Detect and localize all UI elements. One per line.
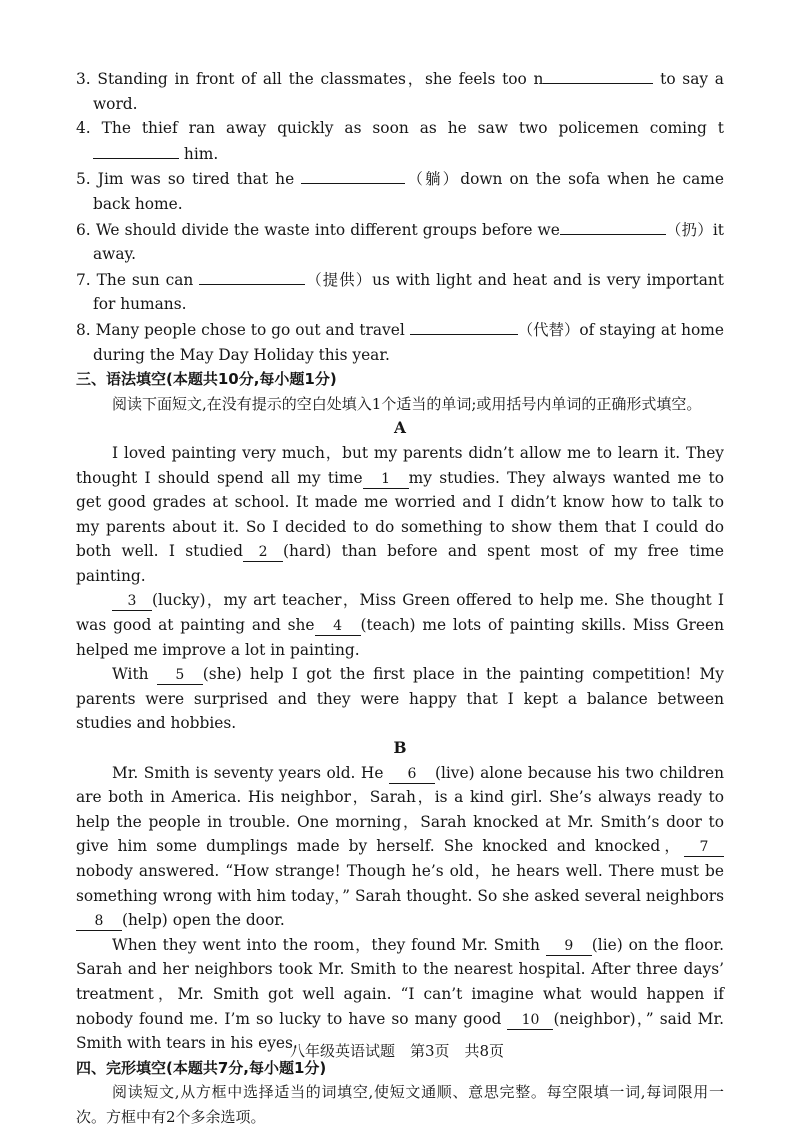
passage-b-heading: B [393,739,407,758]
question-6: 6. We should divide the waste into different groups before we （扔）it away. [76,217,724,267]
question-5: 5. Jim was so tired that he （躺）down on the sofa when he came back home. [76,166,724,216]
blank-8[interactable]: 8 [76,913,122,931]
answer-blank[interactable] [543,66,653,84]
blank-2[interactable]: 2 [243,544,283,562]
passage-a-paragraph-3: With 5 (she) help I got the first place in the painting competition! My parents were surprised and they were happy that I kept a balance between studies and hobbies. [76,665,724,733]
section-4-title: 四、完形填空(本题共7分,每小题1分) [76,1058,327,1077]
answer-blank[interactable] [560,217,666,235]
section-4-instructions: 阅读短文,从方框中选择适当的词填空,使短文通顺、意思完整。每空限填一词,每词限用一次。方框中有2个多余选项。 [76,1083,724,1126]
passage-b-paragraph-1: Mr. Smith is seventy years old. He 6 (live) alone because his two children are both in America. His neighbor，Sarah，is a kind girl. She’s always ready to help the people in trouble. One morning，Sarah knocked at Mr. Smith’s door to give him some dumplings made by herself. She knocked and knocked， 7nobody answered. “How strange! Though he’s old，he hears well. There must be something wrong with him today，” Sarah thought. So she asked several neighbors 8 (help) open the door. [76,763,724,930]
section-3-instructions: 阅读下面短文,在没有提示的空白处填入1个适当的单词;或用括号内单词的正确形式填空。 [112,394,702,413]
blank-3[interactable]: 3 [112,593,152,611]
answer-blank[interactable] [410,317,518,335]
question-4: 4. The thief ran away quickly as soon as he saw two policemen coming t him. [76,119,724,163]
passage-a-paragraph-2: 3 (lucky)，my art teacher，Miss Green offered to help me. She thought I was good at painting and she 4 (teach) me lots of painting skills. Miss Green helped me improve a lot in painting. [76,591,725,659]
answer-blank[interactable] [301,166,405,184]
page-footer: 八年级英语试题 第3页 共8页 [289,1042,505,1060]
blank-5[interactable]: 5 [157,667,203,685]
blank-4[interactable]: 4 [315,618,361,636]
answer-blank[interactable] [199,267,305,285]
blank-7[interactable]: 7 [684,839,724,857]
passage-a-paragraph-1: I loved painting very much，but my parents didn’t allow me to learn it. They thought I should spend all my time 1 my studies. They always wanted me to get good grades at school. It made me worried and I didn’t know how to talk to my parents about it. So I decided to do something to show them that I could do both well. I studied 2 (hard) than before and spent most of my free time painting. [76,443,724,585]
blank-9[interactable]: 9 [546,938,592,956]
blank-6[interactable]: 6 [389,766,435,784]
exam-page [76,66,724,1130]
passage-b-paragraph-2: When they went into the room，they found Mr. Smith 9 (lie) on the floor. Sarah and her neighbors took Mr. Smith to the nearest hospital. After three days’ treatment，Mr. Smith got well again. “I can’t imagine what would happen if nobody found me. I’m so lucky to have so many good 10 (neighbor)，” said Mr. Smith with tears in his eyes. [76,935,725,1053]
blank-1[interactable]: 1 [363,471,409,489]
answer-blank[interactable] [93,141,179,159]
passage-a-heading: A [394,419,406,438]
section-3-title: 三、语法填空(本题共10分,每小题1分) [76,370,337,389]
question-7: 7. The sun can （提供）us with light and heat and is very important for humans. [76,267,724,317]
blank-10[interactable]: 10 [507,1012,553,1030]
question-3: 3. Standing in front of all the classmates，she feels too n to say a word. [76,66,724,116]
question-8: 8. Many people chose to go out and travel （代替）of staying at home during the May Day Holiday this year. [76,317,724,367]
